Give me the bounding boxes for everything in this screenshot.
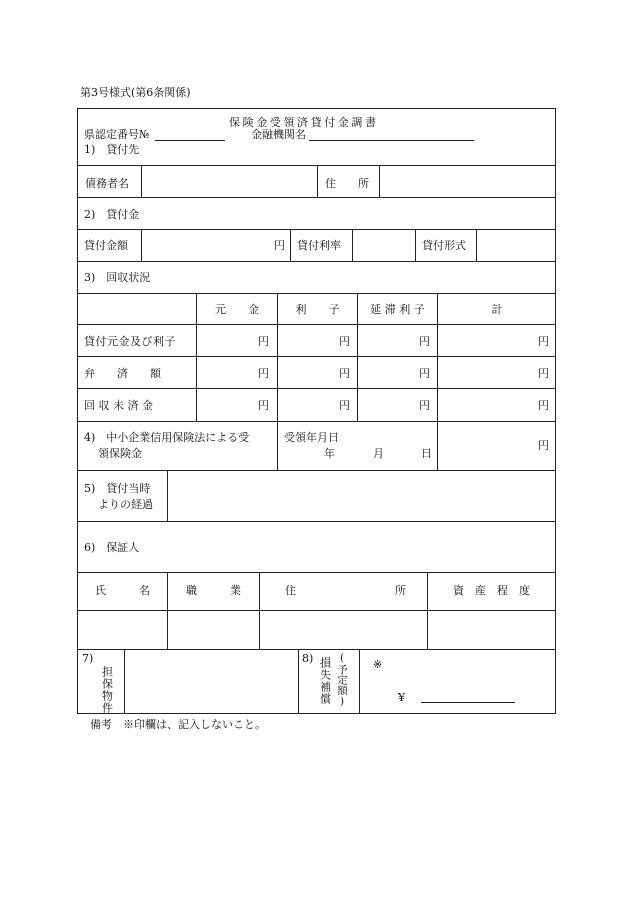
- col-total: 計: [491, 303, 503, 316]
- loan-amount-yen: 円: [274, 239, 285, 252]
- row1-yen-1: 円: [258, 335, 269, 348]
- guarantor-name-field[interactable]: [78, 611, 167, 648]
- row2-yen-2: 円: [339, 367, 350, 380]
- section2-heading: 2) 貸付金: [84, 208, 140, 221]
- row1-yen-4: 円: [538, 335, 549, 348]
- col-guarantor-occupation: 職 業: [186, 584, 241, 597]
- section8-number: 8): [302, 652, 314, 665]
- date-month-unit: 月: [373, 447, 384, 460]
- guarantor-assets-field[interactable]: [428, 611, 555, 648]
- received-date-label: 受領年月日: [284, 431, 339, 444]
- col-guarantor-assets: 資 産 程 度: [453, 584, 530, 597]
- row1-yen-2: 円: [339, 335, 350, 348]
- row2-yen-4: 円: [538, 367, 549, 380]
- section4-heading-line1: 4) 中小企業信用保険法による受: [84, 431, 250, 444]
- date-year-unit: 年: [324, 447, 335, 460]
- guarantor-occupation-field[interactable]: [168, 611, 259, 648]
- row-uncollected: 回 収 未 済 金: [84, 399, 153, 412]
- footer-note: 備考 ※印欄は、記入しないこと。: [90, 718, 266, 731]
- yen-sign: ¥: [398, 691, 405, 704]
- col-overdue-interest: 延 滞 利 子: [370, 303, 425, 316]
- row1-yen-3: 円: [419, 335, 430, 348]
- date-day-unit: 日: [421, 447, 432, 460]
- loan-rate-field[interactable]: [353, 230, 414, 260]
- section1-heading: 1) 貸付先: [84, 143, 140, 156]
- loan-form-label: 貸付形式: [422, 239, 466, 252]
- guarantor-address-field[interactable]: [260, 611, 427, 648]
- loan-amount-label: 貸付金額: [84, 239, 128, 252]
- row-repaid-amount: 弁 済 額: [84, 367, 161, 380]
- loss-compensation-amount-field[interactable]: [421, 702, 515, 703]
- collateral-field[interactable]: [125, 650, 297, 713]
- loan-history-field[interactable]: [168, 471, 555, 520]
- loan-amount-field[interactable]: [142, 230, 288, 260]
- institution-label: 金融機関名: [251, 128, 306, 141]
- loan-rate-label: 貸付利率: [297, 239, 341, 252]
- section5-heading-line2: よりの経過: [98, 498, 153, 511]
- debtor-name-label: 債務者名: [85, 177, 129, 190]
- prefecture-cert-label: 県認定番号№: [84, 128, 150, 141]
- section7-number: 7): [82, 652, 94, 665]
- row3-yen-3: 円: [419, 399, 430, 412]
- estimated-amount-label: (予定額): [336, 652, 349, 708]
- loan-form-field[interactable]: [477, 230, 555, 260]
- insurance-amount-yen: 円: [538, 439, 549, 452]
- address-label: 住 所: [325, 177, 369, 190]
- loss-compensation-label: 損失補償: [318, 657, 332, 705]
- row2-yen-1: 円: [258, 367, 269, 380]
- row3-yen-2: 円: [339, 399, 350, 412]
- col-principal: 元 金: [215, 303, 259, 316]
- section6-heading: 6) 保証人: [84, 541, 140, 554]
- section3-heading: 3) 回収状況: [84, 271, 151, 284]
- col-guarantor-address-2: 所: [395, 584, 406, 597]
- office-use-mark: ※: [373, 658, 383, 671]
- row3-yen-4: 円: [538, 399, 549, 412]
- section5-heading-line1: 5) 貸付当時: [84, 482, 151, 495]
- section4-heading-line2: 領保険金: [98, 447, 142, 460]
- row2-yen-3: 円: [419, 367, 430, 380]
- col-guarantor-address-1: 住: [285, 584, 296, 597]
- form-number: 第3号様式(第6条関係): [80, 86, 191, 99]
- row-loan-principal-interest: 貸付元金及び利子: [84, 335, 176, 348]
- document-title: 保険金受領済貸付金調書: [229, 116, 379, 129]
- col-guarantor-name: 氏 名: [95, 584, 150, 597]
- debtor-name-field[interactable]: [142, 166, 316, 196]
- col-interest: 利 子: [295, 303, 340, 316]
- row3-yen-1: 円: [258, 399, 269, 412]
- address-field[interactable]: [380, 166, 555, 196]
- collateral-label: 担保物件: [100, 666, 114, 714]
